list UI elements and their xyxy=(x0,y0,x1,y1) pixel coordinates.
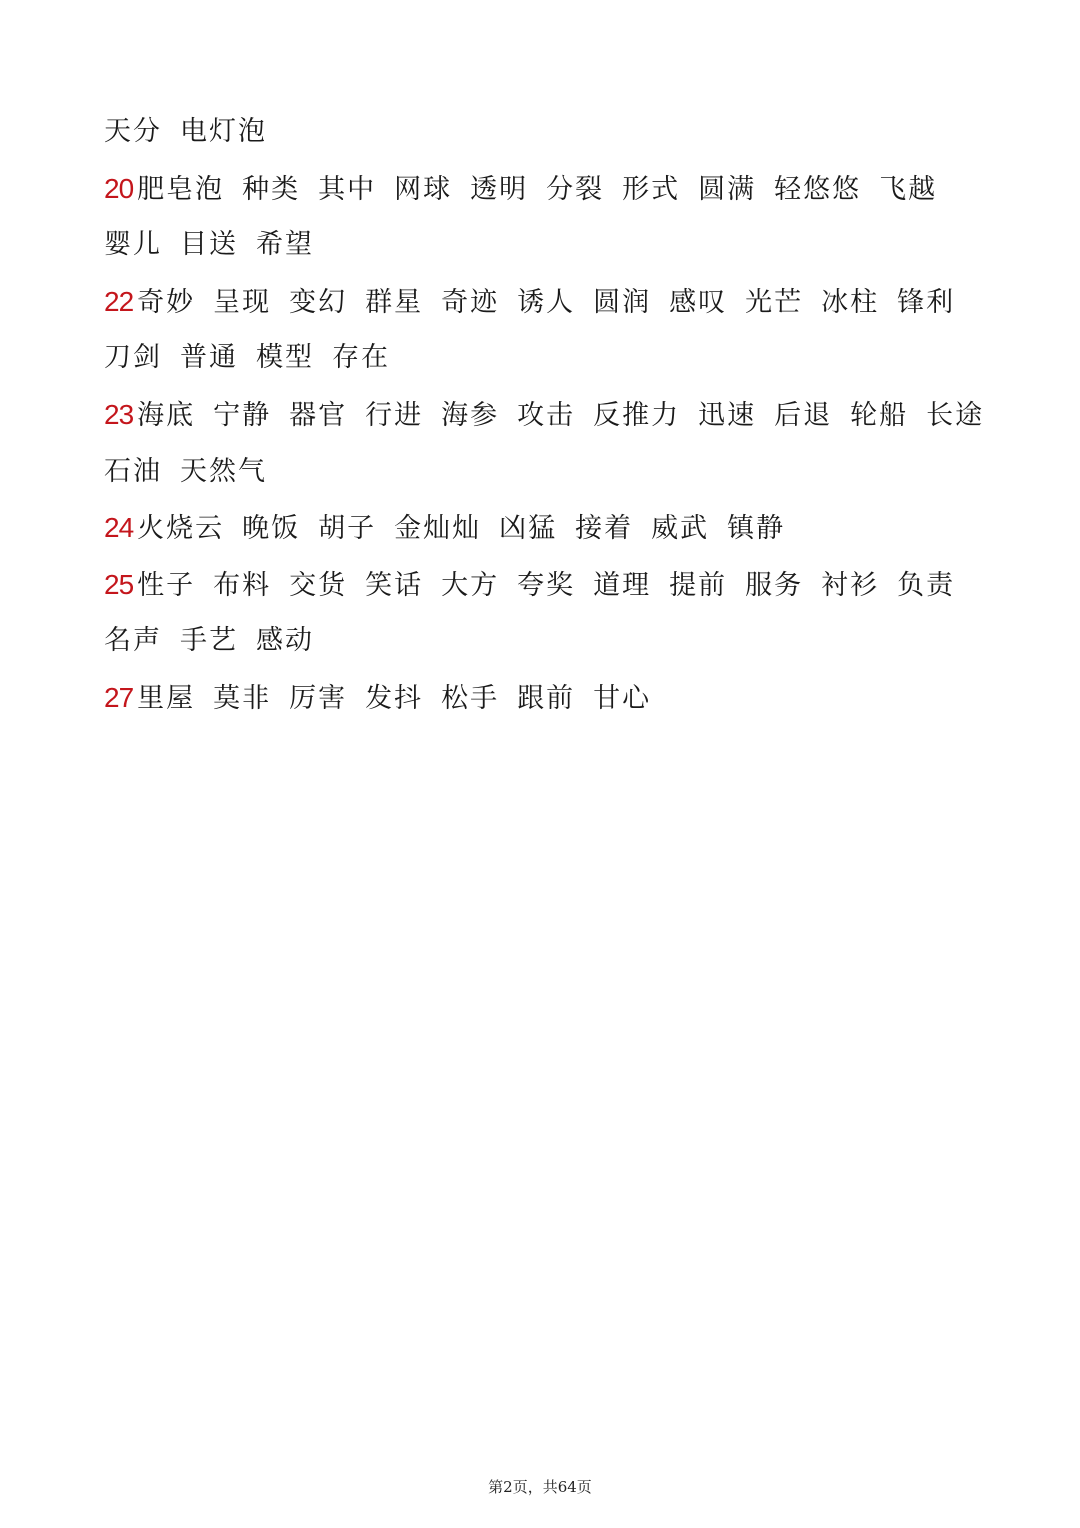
vocab-word: 圆润 xyxy=(593,286,652,318)
vocab-word: 长途 xyxy=(926,399,985,431)
vocab-word: 行进 xyxy=(365,399,424,431)
vocab-line xyxy=(104,161,984,218)
lesson-number: 24 xyxy=(104,512,134,544)
vocab-word: 普通 xyxy=(180,342,238,374)
vocab-word: 镇静 xyxy=(727,513,786,545)
vocab-word: 天然气 xyxy=(180,455,267,487)
vocab-word: 胡子 xyxy=(318,513,377,545)
vocab-word: 肥皂泡 xyxy=(137,173,225,205)
vocab-word: 轮船 xyxy=(850,399,909,431)
vocab-word: 海底 xyxy=(137,399,196,431)
vocab-word: 器官 xyxy=(289,399,348,431)
vocab-word: 反推力 xyxy=(593,399,681,431)
vocab-word: 甘心 xyxy=(593,682,652,714)
vocab-line xyxy=(104,444,984,501)
vocab-word: 迅速 xyxy=(698,399,757,431)
lesson-number: 20 xyxy=(104,172,134,204)
vocab-word: 金灿灿 xyxy=(394,513,482,545)
vocab-word: 大方 xyxy=(441,569,500,601)
vocab-word: 光芒 xyxy=(745,286,804,318)
vocab-word: 婴儿 xyxy=(104,229,162,261)
vocab-word: 松手 xyxy=(441,682,500,714)
vocab-word: 提前 xyxy=(669,569,728,601)
vocab-word: 火烧云 xyxy=(137,513,225,545)
page-footer: 第2页，共64页 xyxy=(488,1478,592,1496)
vocab-word: 锋利 xyxy=(897,286,956,318)
vocab-word: 石油 xyxy=(104,455,162,487)
vocab-word: 名声 xyxy=(104,625,162,657)
vocab-line xyxy=(104,500,984,557)
lesson-number: 25 xyxy=(104,568,134,600)
vocab-line xyxy=(104,330,984,387)
vocab-word: 感动 xyxy=(256,625,314,657)
vocab-word: 夸奖 xyxy=(517,569,576,601)
vocab-word: 衬衫 xyxy=(821,569,880,601)
vocab-word: 宁静 xyxy=(213,399,272,431)
vocab-word: 感叹 xyxy=(669,286,728,318)
vocab-word: 厉害 xyxy=(289,682,348,714)
vocab-word: 奇迹 xyxy=(441,286,500,318)
vocab-word: 服务 xyxy=(745,569,804,601)
vocab-word: 呈现 xyxy=(213,286,272,318)
lesson-number: 23 xyxy=(104,398,134,430)
vocab-word: 透明 xyxy=(470,173,529,205)
vocab-word: 笑话 xyxy=(365,569,424,601)
vocab-word: 希望 xyxy=(256,229,314,261)
vocab-word: 攻击 xyxy=(517,399,576,431)
vocab-line xyxy=(104,274,984,331)
vocab-word: 交货 xyxy=(289,569,348,601)
vocab-word: 其中 xyxy=(318,173,377,205)
vocab-word: 后退 xyxy=(774,399,833,431)
vocab-word: 道理 xyxy=(593,569,652,601)
vocab-word: 布料 xyxy=(213,569,272,601)
vocab-word: 变幻 xyxy=(289,286,348,318)
vocab-word: 分裂 xyxy=(546,173,605,205)
vocab-word: 奇妙 xyxy=(137,286,196,318)
vocab-word: 手艺 xyxy=(180,625,238,657)
vocab-word: 刀剑 xyxy=(104,342,162,374)
vocab-word: 凶猛 xyxy=(499,513,558,545)
vocab-word: 里屋 xyxy=(137,682,196,714)
vocab-line xyxy=(104,217,984,274)
vocab-word: 种类 xyxy=(242,173,301,205)
vocab-word: 诱人 xyxy=(517,286,576,318)
vocab-word: 性子 xyxy=(137,569,196,601)
vocab-word: 海参 xyxy=(441,399,500,431)
vocab-word: 莫非 xyxy=(213,682,272,714)
vocab-word: 晚饭 xyxy=(242,513,301,545)
vocab-word: 形式 xyxy=(622,173,681,205)
vocab-line xyxy=(104,557,984,614)
vocab-line xyxy=(104,387,984,444)
vocab-word: 存在 xyxy=(332,342,390,374)
vocab-word: 飞越 xyxy=(879,173,938,205)
vocab-word: 接着 xyxy=(575,513,634,545)
vocab-word: 跟前 xyxy=(517,682,576,714)
vocab-line xyxy=(104,670,984,727)
vocab-line xyxy=(104,104,984,161)
vocab-word: 冰柱 xyxy=(821,286,880,318)
lesson-number: 22 xyxy=(104,285,134,317)
vocab-word: 负责 xyxy=(897,569,956,601)
lesson-number: 27 xyxy=(104,681,134,713)
vocab-line xyxy=(104,613,984,670)
vocab-word: 电灯泡 xyxy=(180,116,267,147)
vocabulary-list xyxy=(104,104,984,727)
vocab-word: 群星 xyxy=(365,286,424,318)
vocab-word: 目送 xyxy=(180,229,238,261)
vocab-word: 发抖 xyxy=(365,682,424,714)
vocab-word: 轻悠悠 xyxy=(774,173,862,205)
vocab-word: 网球 xyxy=(394,173,453,205)
vocab-word: 模型 xyxy=(256,342,314,374)
vocab-word: 威武 xyxy=(651,513,710,545)
vocab-word: 圆满 xyxy=(698,173,757,205)
vocab-word: 天分 xyxy=(104,116,162,147)
